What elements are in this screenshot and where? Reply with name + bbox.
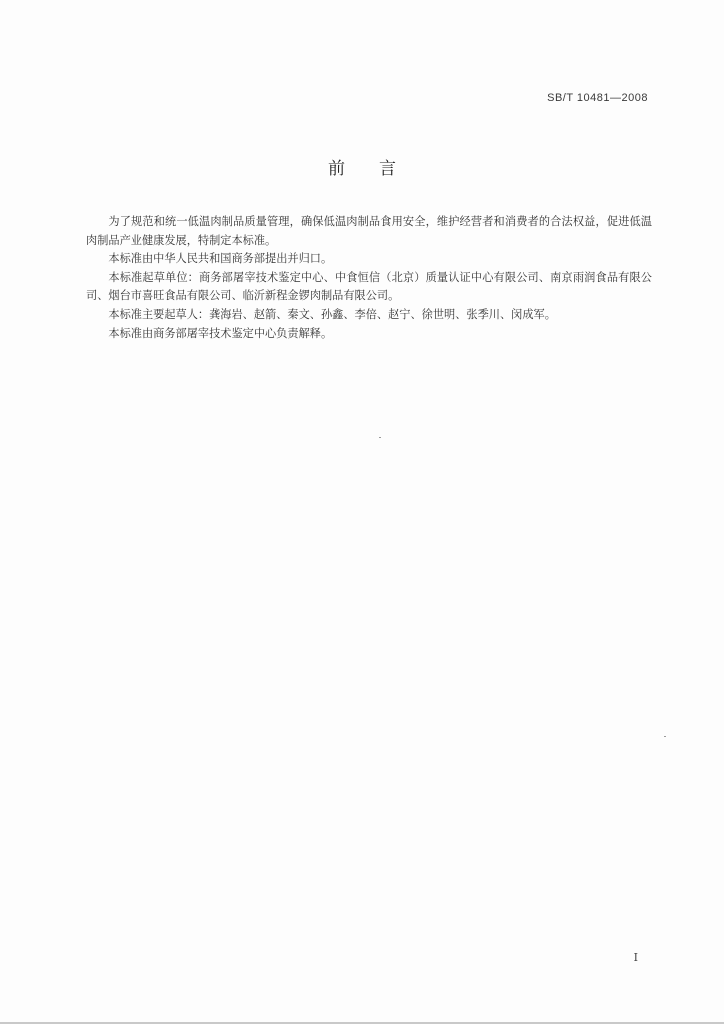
page-number: I (633, 951, 638, 964)
scan-speck (379, 437, 381, 438)
page-title: 前言 (328, 159, 430, 179)
scan-speck (664, 736, 666, 737)
paragraph-proposer: 本标准由中华人民共和国商务部提出并归口。 (108, 252, 333, 266)
foreword-body (86, 213, 652, 343)
standard-code: SB/T 10481—2008 (547, 92, 648, 104)
paragraph-purpose: 为了规范和统一低温肉制品质量管理，确保低温肉制品食用安全，维护经营者和消费者的合法权益，促进低温肉制品产业健康发展，特制定本标准。 (86, 215, 652, 247)
paragraph-drafting-units: 本标准起草单位：商务部屠宰技术鉴定中心、中食恒信（北京）质量认证中心有限公司、南京雨润食品有限公司、烟台市喜旺食品有限公司、临沂新程金锣肉制品有限公司。 (86, 270, 652, 303)
paragraph-drafters: 本标准主要起草人：龚海岩、赵箭、秦文、孙鑫、李倍、赵宁、徐世明、张季川、闵成军。 (108, 307, 556, 321)
paragraph-interpretation: 本标准由商务部屠宰技术鉴定中心负责解释。 (108, 326, 333, 340)
